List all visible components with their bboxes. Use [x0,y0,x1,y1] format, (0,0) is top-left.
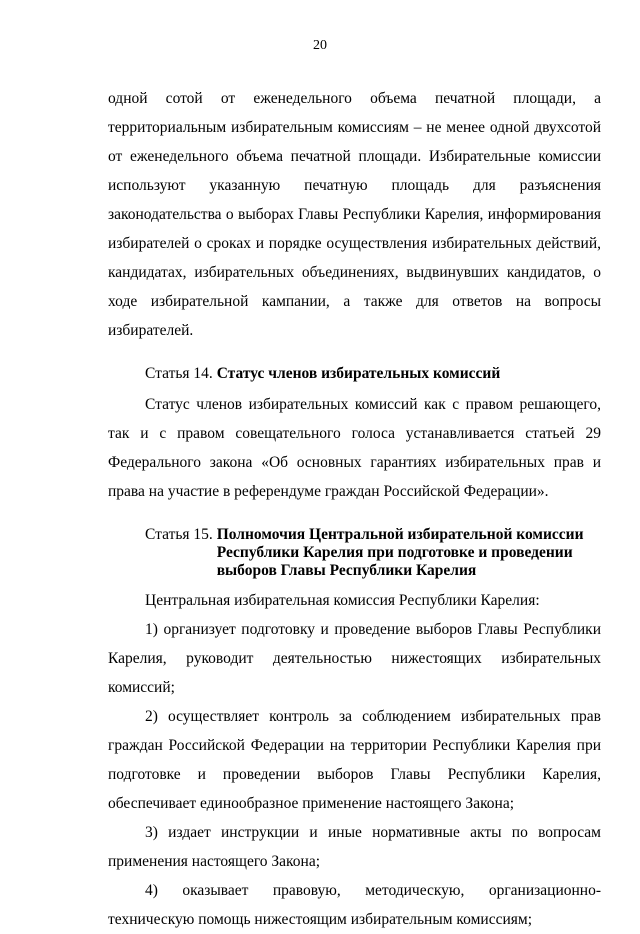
article-15-intro: Центральная избирательная комиссия Республики Карелия: [145,592,540,609]
article-14-title: Статус членов избирательных комиссий [216,365,501,382]
article-15-title: Полномочия Центральной избирательной комиссии Республики Карелия при подготовке и проведении выборов Главы Республики Карелия [216,526,584,579]
document-body [108,84,601,934]
article-15-heading [108,526,601,580]
article-15-item-2: 2) осуществляет контроль за соблюдением избирательных прав граждан Российской Федерации на территории Республики Карелия при подготовке и проведении выборов Главы Республики Карелия, обеспечивает единообразное применение настоящего Закона; [108,708,601,812]
article-15-number: Статья 15. [145,526,217,543]
article-14-text: Статус членов избирательных комиссий как с правом решающего, так и с правом совещательного голоса устанавливается статьей 29 Федерального закона «Об основных гарантиях избирательных прав и права на участие в референдуме граждан Российской Федерации». [108,396,601,500]
page-number: 20 [313,38,327,53]
article-14-heading [108,364,601,384]
article-14-number: Статья 14. [145,365,217,382]
article-15-item-3: 3) издает инструкции и иные нормативные акты по вопросам применения настоящего Закона; [108,824,601,870]
article-15-item-1: 1) организует подготовку и проведение выборов Главы Республики Карелия, руководит деятельностью нижестоящих избирательных комиссий; [108,621,601,696]
paragraph-continuation: одной сотой от еженедельного объема печатной площади, а территориальным избирательным комиссиям – не менее одной двухсотой от еженедельного объема печатной площади. Избирательные комиссии используют указанную печатную площадь для разъяснения законодательства о выборах Главы Республики Карелия, информирования избирателей о сроках и порядке осуществления избирательных действий, кандидатах, избирательных объединениях, выдвинувших кандидатов, о ходе избирательной кампании, а также для ответов на вопросы избирателей. [108,90,601,339]
article-15-item-4: 4) оказывает правовую, методическую, организационно-техническую помощь нижестоящим избирательным комиссиям; [108,882,601,928]
